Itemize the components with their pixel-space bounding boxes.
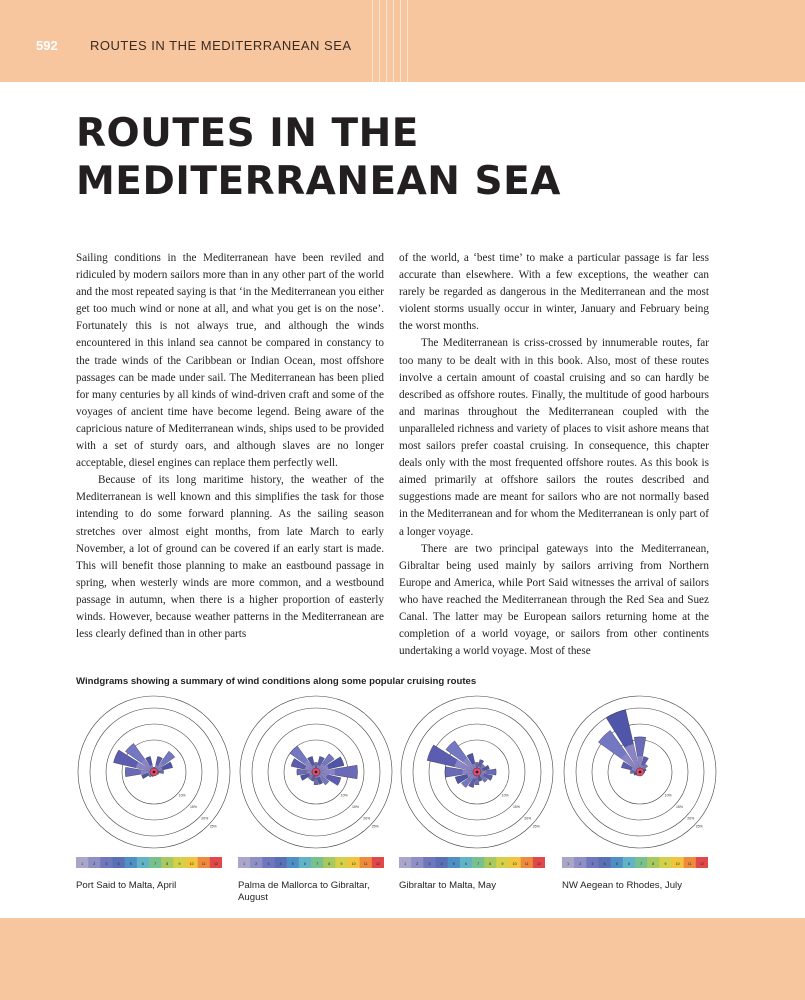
legend-label: 5 <box>452 862 455 866</box>
windgram-figure <box>76 694 706 903</box>
figure-caption: Windgrams showing a summary of wind conditions along some popular cruising routes <box>76 676 477 687</box>
page-title <box>76 110 756 206</box>
wind-rose <box>399 694 559 854</box>
wind-force-legend <box>238 857 384 873</box>
legend-label: 9 <box>664 862 667 866</box>
legend-label: 6 <box>303 862 306 866</box>
paragraph: There are two principal gateways into the Mediterranean, Gibraltar being used mainly by sailors arriving from Northern Europe and America, while Port Said witnesses the arrival of sailors who have reached the Mediterranean through the Red Sea and Suez Canal. The latter may be European sailors returning home at the completion of a world voyage, or sailors from other continents undertaking a world voyage. Most of these <box>399 542 709 658</box>
wind-rose <box>76 694 236 854</box>
body-column-right <box>399 250 709 660</box>
ring-label: 20% <box>363 816 371 821</box>
legend-label: 11 <box>201 862 206 866</box>
paragraph: The Mediterranean is criss-crossed by innumerable routes, far too many to be dealt with in this book. Also, most of these routes involve a certain amount of coastal cruising and so can hardly be described as offshore routes. Finally, the multitude of good harbours and marinas throughout the Mediterranean coupled with the unparalleled richness and variety of places to visit ashore means that most sailors prefer coastal cruising. In consequence, this chapter deals only with the most frequented offshore routes. As this book is aimed primarily at offshore sailors the routes described and suggestions made are meant for sailors who are not normally based in the Mediterranean and for whom the Mediterranean is only part of a longer voyage. <box>399 337 709 538</box>
ring-label: 15% <box>351 804 359 809</box>
header-band <box>0 0 805 82</box>
route-label: Port Said to Malta, April <box>76 880 177 891</box>
ring-label: 20% <box>524 816 532 821</box>
ring-label: 15% <box>512 804 520 809</box>
ring-label: 10% <box>664 793 672 798</box>
legend-label: 1 <box>404 862 407 866</box>
legend-label: 10 <box>512 862 517 866</box>
legend-label: 10 <box>675 862 680 866</box>
legend-label: 12 <box>699 862 704 866</box>
ring-label: 25% <box>371 824 379 829</box>
legend-label: 4 <box>279 862 282 866</box>
legend-label: 1 <box>243 862 246 866</box>
legend-label: 7 <box>154 862 157 866</box>
legend-label: 9 <box>340 862 343 866</box>
legend-label: 11 <box>363 862 368 866</box>
legend-label: 9 <box>178 862 181 866</box>
windgram-port-said-malta <box>76 694 236 873</box>
legend-label: 6 <box>141 862 144 866</box>
ring-label: 25% <box>532 824 540 829</box>
ring-label: 25% <box>209 824 217 829</box>
paragraph: of the world, a ‘best time’ to make a particular passage is far less accurate than elsewhere. With a few exceptions, the weather can rarely be regarded as dangerous in the Mediterranean and the most violent storms usually occur in winter, January and February being the worst months. <box>399 252 709 333</box>
ring-label: 20% <box>201 816 209 821</box>
body-column-left <box>76 250 384 643</box>
legend-label: 12 <box>536 862 541 866</box>
legend-label: 12 <box>213 862 218 866</box>
windgram-gibraltar-malta <box>399 694 559 873</box>
route-label: NW Aegean to Rhodes, July <box>562 880 682 891</box>
center-dot <box>476 771 479 774</box>
ring-label: 15% <box>189 804 197 809</box>
wind-force-legend <box>76 857 222 873</box>
legend-label: 12 <box>375 862 380 866</box>
page-number: 592 <box>36 38 58 53</box>
legend-label: 7 <box>477 862 480 866</box>
header-stripes <box>372 0 412 82</box>
paragraph: Sailing conditions in the Mediterranean have been reviled and ridiculed by modern sailors more than in any other part of the world and the most repeated saying is that ‘in the Mediterranean you either get too much wind or none at all, and what you get is on the nose’. Fortunately this is not always true, and although the winds encountered in this inland sea cannot be compared in constancy to the trade winds of the Caribbean or Indian Ocean, most offshore passages can be made under sail. The Mediterranean has been plied for many centuries by all kinds of wind-driven craft and some of the voyages of ancient time have become legend. Being aware of the capricious nature of Mediterranean winds, ships used to be provided with a set of sturdy oars, and although slaves are no longer acceptable, diesel engines can replace them perfectly well. <box>76 252 384 470</box>
ring-label: 25% <box>695 824 703 829</box>
legend-label: 8 <box>489 862 492 866</box>
legend-label: 8 <box>166 862 169 866</box>
ring-label: 15% <box>675 804 683 809</box>
legend-label: 6 <box>627 862 630 866</box>
wind-rose <box>238 694 398 854</box>
legend-label: 11 <box>524 862 529 866</box>
legend-label: 3 <box>428 862 431 866</box>
legend-label: 8 <box>328 862 331 866</box>
legend-label: 5 <box>291 862 294 866</box>
center-dot <box>315 771 318 774</box>
legend-label: 11 <box>687 862 692 866</box>
legend-label: 5 <box>129 862 132 866</box>
legend-label: 4 <box>603 862 606 866</box>
legend-label: 4 <box>117 862 120 866</box>
legend-label: 6 <box>464 862 467 866</box>
footer-band <box>0 918 805 1000</box>
legend-label: 1 <box>567 862 570 866</box>
windgram-aegean-rhodes <box>562 694 722 873</box>
legend-label: 7 <box>640 862 643 866</box>
route-label: Gibraltar to Malta, May <box>399 880 497 891</box>
legend-label: 2 <box>416 862 419 866</box>
legend-label: 5 <box>615 862 618 866</box>
windgram-palma-gibraltar <box>238 694 398 873</box>
legend-label: 2 <box>579 862 582 866</box>
center-dot <box>153 771 156 774</box>
legend-label: 10 <box>351 862 356 866</box>
title-line-2: MEDITERRANEAN SEA <box>76 159 561 204</box>
ring-label: 10% <box>178 793 186 798</box>
legend-label: 9 <box>501 862 504 866</box>
paragraph: Because of its long maritime history, the weather of the Mediterranean is well known and this simplifies the task for those intending to do some forward planning. As the sailing season stretches over almost eight months, from late March to early November, a lot of ground can be covered if an early start is made. This will benefit those planning to make an eastbound passage in spring, when westerly winds are more common, and a westbound passage in autumn, when there is a higher proportion of easterly winds. However, because weather patterns in the Mediterranean are less clearly defined than in other parts <box>76 474 384 641</box>
legend-label: 10 <box>189 862 194 866</box>
running-head: ROUTES IN THE MEDITERRANEAN SEA <box>90 38 352 53</box>
route-label: Palma de Mallorca to Gibraltar, August <box>238 880 370 903</box>
legend-label: 2 <box>255 862 258 866</box>
legend-label: 3 <box>105 862 108 866</box>
center-dot <box>639 771 642 774</box>
legend-label: 1 <box>81 862 84 866</box>
wind-force-legend <box>399 857 545 873</box>
wind-rose <box>562 694 722 854</box>
legend-label: 3 <box>591 862 594 866</box>
legend-label: 4 <box>440 862 443 866</box>
ring-label: 20% <box>687 816 695 821</box>
wind-force-legend <box>562 857 708 873</box>
legend-label: 2 <box>93 862 96 866</box>
legend-label: 7 <box>316 862 319 866</box>
title-line-1: ROUTES IN THE <box>76 111 419 156</box>
legend-label: 8 <box>652 862 655 866</box>
ring-label: 10% <box>340 793 348 798</box>
ring-label: 10% <box>501 793 509 798</box>
legend-label: 3 <box>267 862 270 866</box>
